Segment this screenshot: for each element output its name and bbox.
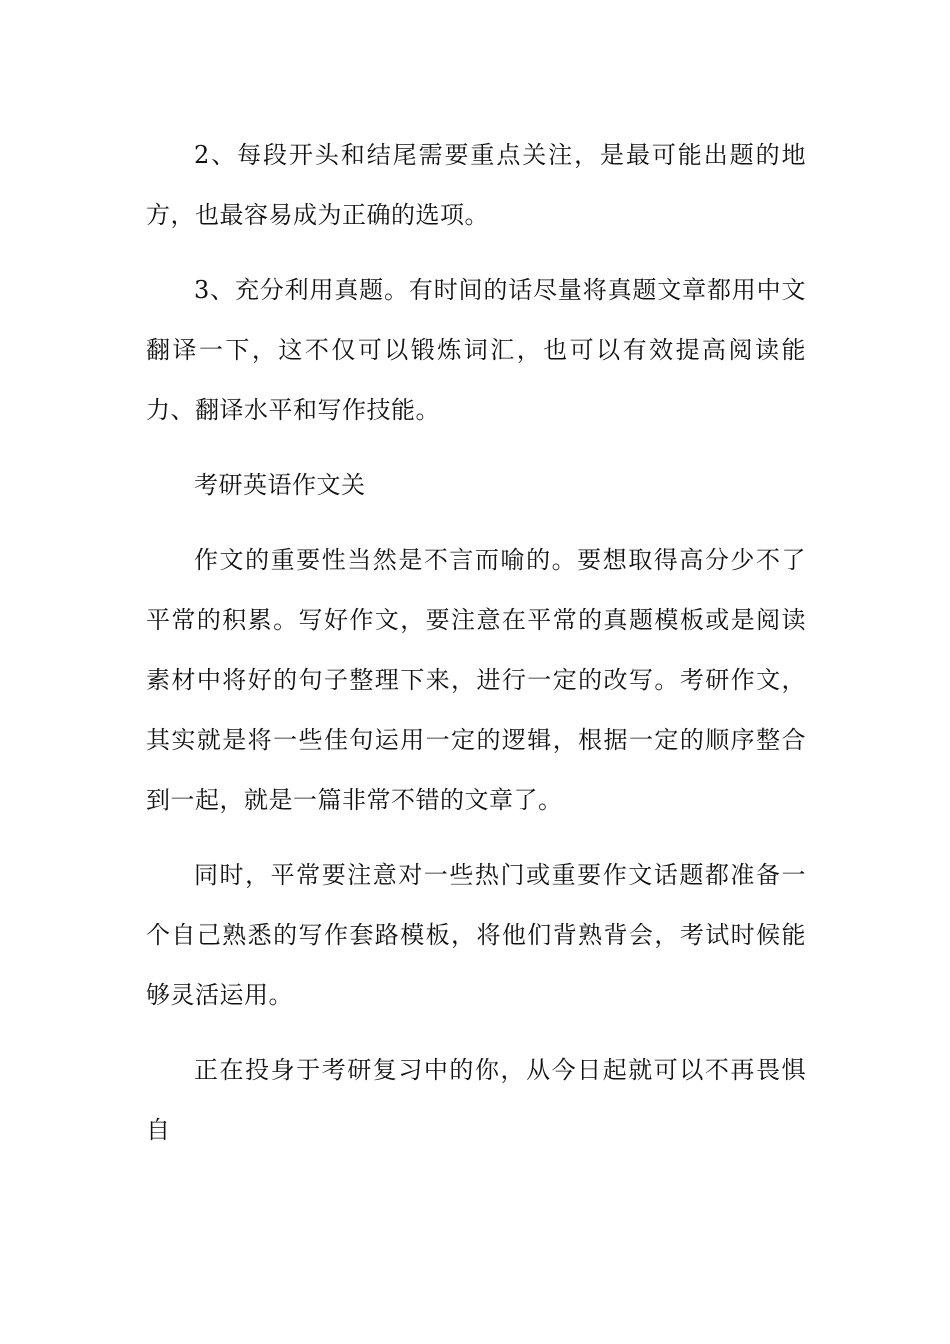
paragraph-writing-templates: 同时，平常要注意对一些热门或重要作文话题都准备一个自己熟悉的写作套路模板，将他们背熟背会，考试时候能够灵活运用。 xyxy=(146,861,806,1009)
paragraph-writing-importance: 作文的重要性当然是不言而喻的。要想取得高分少不了平常的积累。写好作文，要注意在平常的真题模板或是阅读素材中将好的句子整理下来，进行一定的改写。考研作文，其实就是将一些佳句运用一定的逻辑，根据一定的顺序整合到一起，就是一篇非常不错的文章了。 xyxy=(146,546,806,814)
section-heading-writing: 考研英语作文关 xyxy=(194,471,366,499)
paragraph-exam-focus: 2、每段开头和结尾需要重点关注，是最可能出题的地方，也最容易成为正确的选项。 xyxy=(146,141,806,229)
paragraph-use-past-papers: 3、充分利用真题。有时间的话尽量将真题文章都用中文翻译一下，这不仅可以锻炼词汇，也可以有效提高阅读能力、翻译水平和写作技能。 xyxy=(146,276,806,424)
paragraph-closing: 正在投身于考研复习中的你，从今日起就可以不再畏惧自 xyxy=(146,1056,806,1144)
document-page xyxy=(146,125,806,1160)
